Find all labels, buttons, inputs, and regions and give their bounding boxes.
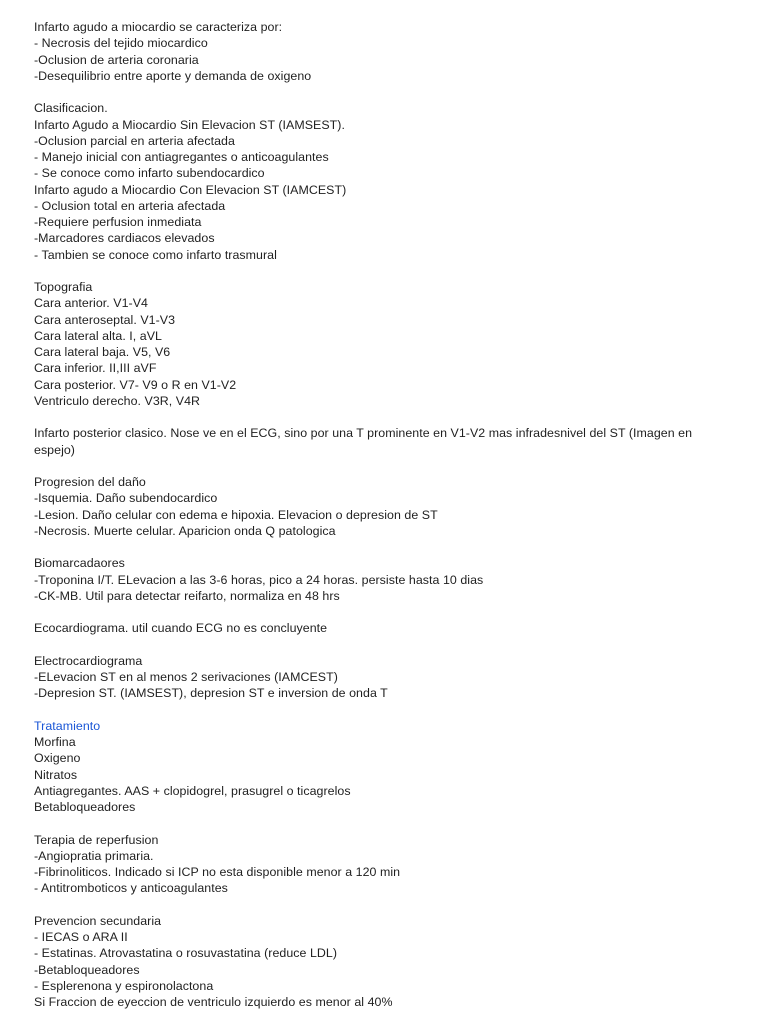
section-link-tratamiento[interactable]: Tratamiento xyxy=(34,718,101,733)
text-line: - Estatinas. Atrovastatina o rosuvastatina (reduce LDL) xyxy=(34,946,338,961)
text-line: Terapia de reperfusion xyxy=(34,832,159,847)
text-line: Cara anteroseptal. V1-V3 xyxy=(34,312,176,327)
text-line: - Antitromboticos y anticoagulantes xyxy=(34,881,228,896)
text-line: -Fibrinoliticos. Indicado si ICP no esta disponible menor a 120 min xyxy=(34,865,401,879)
blank-line xyxy=(34,409,748,425)
text-line: -Betabloqueadores xyxy=(34,962,140,977)
blank-line xyxy=(34,815,748,831)
text-line: espejo) xyxy=(34,442,75,457)
text-line: -Requiere perfusion inmediata xyxy=(34,215,202,229)
text-line: Cara lateral baja. V5, V6 xyxy=(34,345,171,359)
blank-line xyxy=(34,263,748,279)
blank-line xyxy=(34,539,748,555)
blank-line xyxy=(34,84,748,100)
text-line: -Oclusion de arteria coronaria xyxy=(34,52,199,67)
text-line: Betabloqueadores xyxy=(34,800,136,814)
text-line: Ecocardiograma. util cuando ECG no es concluyente xyxy=(34,621,328,636)
text-line: Si Fraccion de eyeccion de ventriculo izquierdo es menor al 40% xyxy=(34,995,393,1009)
document-body xyxy=(34,19,748,1010)
text-line: Clasificacion. xyxy=(34,101,108,116)
text-line: Infarto agudo a miocardio se caracteriza por: xyxy=(34,20,283,34)
text-line: -Necrosis. Muerte celular. Aparicion onda Q patologica xyxy=(34,523,336,538)
text-line: - Necrosis del tejido miocardico xyxy=(34,36,208,51)
text-line: - Esplerenona y espironolactona xyxy=(34,978,214,993)
text-line: -Angiopratia primaria. xyxy=(34,848,154,863)
text-line: -Oclusion parcial en arteria afectada xyxy=(34,133,235,148)
text-line: - Tambien se conoce como infarto trasmural xyxy=(34,247,277,262)
text-line: Oxigeno xyxy=(34,751,81,766)
text-line: - Manejo inicial con antiagregantes o anticoagulantes xyxy=(34,150,329,164)
blank-line xyxy=(34,604,748,620)
text-line: Infarto Agudo a Miocardio Sin Elevacion ST (IAMSEST). xyxy=(34,117,345,132)
blank-line xyxy=(34,458,748,474)
text-line: Electrocardiograma xyxy=(34,653,143,668)
text-line: Topografia xyxy=(34,280,93,294)
text-line: Cara anterior. V1-V4 xyxy=(34,296,148,311)
text-line: -Depresion ST. (IAMSEST), depresion ST e inversion de onda T xyxy=(34,686,388,701)
text-line: Nitratos xyxy=(34,767,78,782)
text-line: Infarto posterior clasico. Nose ve en el ECG, sino por una T prominente en V1-V2 mas infradesnivel del ST (Imagen en xyxy=(34,426,693,441)
text-line: - IECAS o ARA II xyxy=(34,930,128,944)
text-line: Infarto agudo a Miocardio Con Elevacion ST (IAMCEST) xyxy=(34,182,347,197)
blank-line xyxy=(34,637,748,653)
blank-line xyxy=(34,897,748,913)
text-line: Cara lateral alta. I, aVL xyxy=(34,328,162,343)
text-line: -Desequilibrio entre aporte y demanda de oxigeno xyxy=(34,68,312,83)
text-line: Morfina xyxy=(34,735,76,749)
text-line: Cara inferior. II,III aVF xyxy=(34,361,157,376)
text-line: Biomarcadaores xyxy=(34,556,125,571)
text-line: Antiagregantes. AAS + clopidogrel, prasugrel o ticagrelos xyxy=(34,783,351,798)
text-line: - Oclusion total en arteria afectada xyxy=(34,198,226,213)
text-line: -Isquemia. Daño subendocardico xyxy=(34,491,218,506)
text-line: -Marcadores cardiacos elevados xyxy=(34,231,215,246)
text-line: Progresion del daño xyxy=(34,475,146,489)
blank-line xyxy=(34,702,748,718)
text-line: - Se conoce como infarto subendocardico xyxy=(34,166,265,181)
text-line: -ELevacion ST en al menos 2 serivaciones (IAMCEST) xyxy=(34,670,338,684)
text-line: -Lesion. Daño celular con edema e hipoxia. Elevacion o depresion de ST xyxy=(34,507,438,522)
text-line: Prevencion secundaria xyxy=(34,913,162,928)
text-line: -Troponina I/T. ELevacion a las 3-6 horas, pico a 24 horas. persiste hasta 10 dias xyxy=(34,572,484,587)
text-line: -CK-MB. Util para detectar reifarto, normaliza en 48 hrs xyxy=(34,588,340,603)
text-line: Cara posterior. V7- V9 o R en V1-V2 xyxy=(34,377,237,392)
text-line: Ventriculo derecho. V3R, V4R xyxy=(34,393,201,408)
